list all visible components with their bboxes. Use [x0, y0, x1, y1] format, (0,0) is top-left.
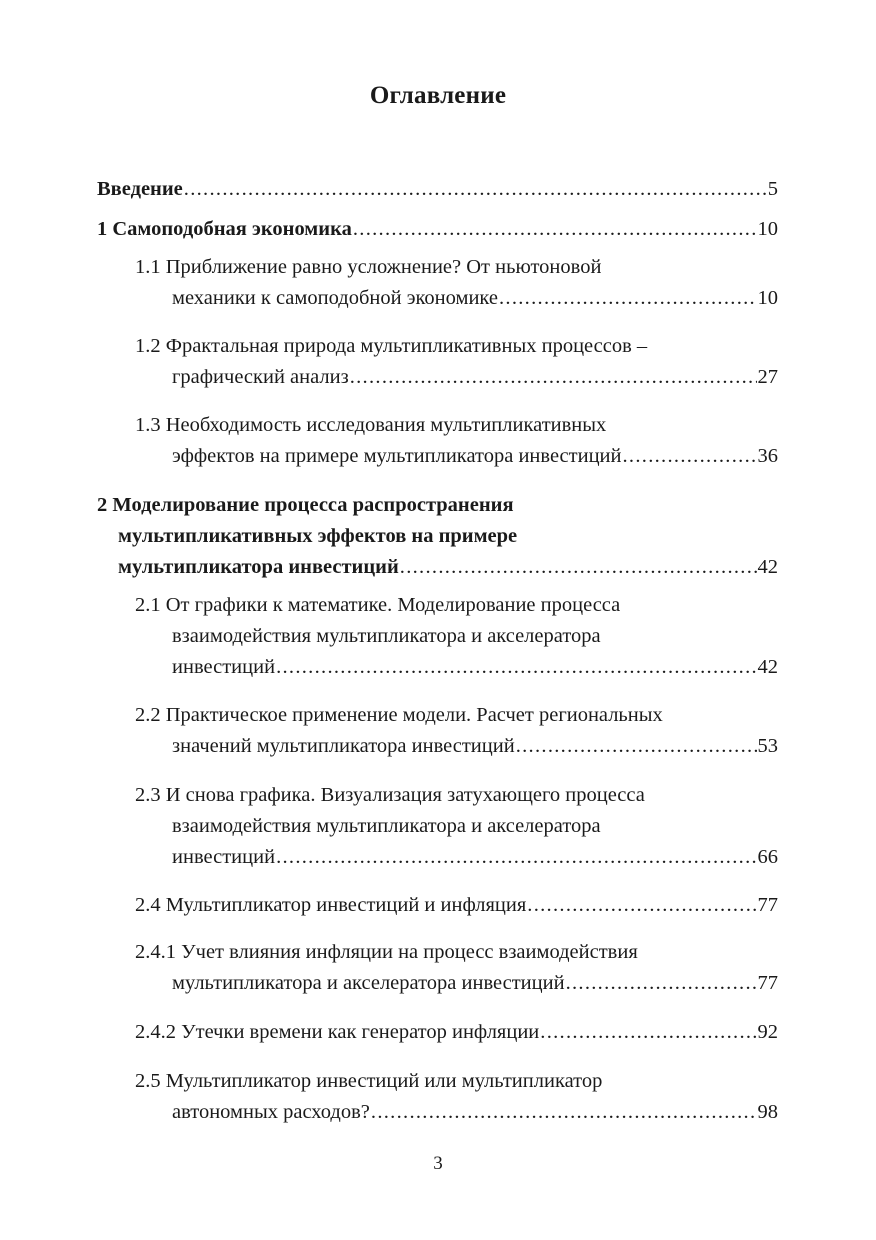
dot-leader: [350, 362, 757, 393]
toc-entry-title-line-3: инвестиций: [172, 656, 276, 678]
toc-page-number: 77: [757, 894, 778, 916]
dot-leader: [566, 968, 757, 999]
toc-page-number: 53: [757, 735, 778, 757]
dot-leader: [371, 1097, 757, 1128]
toc-page-number: 27: [757, 366, 778, 388]
toc-entry-title-line-2: автономных расходов?: [172, 1101, 370, 1123]
toc-entry-title: Введение: [97, 178, 183, 200]
page-number: 3: [433, 1153, 443, 1174]
toc-entry-title-line-2: мультипликативных эффектов на примере: [118, 525, 518, 547]
dot-leader: [353, 214, 757, 245]
toc-entry-title-line-1: 2.1 От графики к математике. Моделирование процесса: [135, 594, 621, 616]
dot-leader: [623, 441, 757, 472]
toc-entry-title-line-1: 2 Моделирование процесса распространения: [97, 494, 514, 516]
toc-page-number: 10: [757, 287, 778, 309]
toc-page-number: 66: [757, 846, 778, 868]
toc-entry-title: 2.4 Мультипликатор инвестиций и инфляция: [135, 894, 527, 916]
toc-entry-title-line-2: графический анализ: [172, 366, 349, 388]
toc-page-number: 92: [757, 1021, 778, 1043]
dot-leader: [499, 283, 757, 314]
dot-leader: [400, 552, 757, 583]
toc-page-number: 10: [757, 218, 778, 240]
toc-page-number: 36: [757, 445, 778, 467]
toc-entry-title-line-3: инвестиций: [172, 846, 276, 868]
toc-entry-title-line-2: мультипликатора и акселератора инвестиций: [172, 972, 565, 994]
dot-leader: [276, 652, 756, 683]
toc-entry-title-line-1: 2.5 Мультипликатор инвестиций или мультипликатор: [135, 1070, 603, 1092]
toc-entry-title-line-1: 2.3 И снова графика. Визуализация затухающего процесса: [135, 784, 645, 806]
toc-page-number: 42: [757, 656, 778, 678]
toc-entry-title-line-1: 2.2 Практическое применение модели. Расчет региональных: [135, 704, 663, 726]
dot-leader: [527, 890, 756, 921]
dot-leader: [184, 174, 767, 205]
toc-entry-title-line-2: механики к самоподобной экономике: [172, 287, 498, 309]
toc-entry-title-line-1: 2.4.1 Учет влияния инфляции на процесс взаимодействия: [135, 941, 638, 963]
toc-entry-title-line-2: взаимодействия мультипликатора и акселератора: [172, 625, 601, 647]
toc-entry-title: 2.4.2 Утечки времени как генератор инфляции: [135, 1021, 540, 1043]
toc-page-number: 42: [757, 556, 778, 578]
toc-page-number: 98: [757, 1101, 778, 1123]
toc-entry-title-line-1: 1.1 Приближение равно усложнение? От ньютоновой: [135, 256, 602, 278]
toc-entry-title-line-3: мультипликатора инвестиций: [118, 556, 399, 578]
toc-entry-title-line-2: значений мультипликатора инвестиций: [172, 735, 515, 757]
toc-page-number: 5: [767, 178, 778, 200]
dot-leader: [516, 731, 757, 762]
toc-entry-title-line-1: 1.3 Необходимость исследования мультипликативных: [135, 414, 607, 436]
toc-page-number: 77: [757, 972, 778, 994]
dot-leader: [276, 842, 756, 873]
toc-entry-title-line-2: эффектов на примере мультипликатора инвестиций: [172, 445, 622, 467]
toc-entry-title-line-2: взаимодействия мультипликатора и акселератора: [172, 815, 601, 837]
toc-entry-title-line-1: 1.2 Фрактальная природа мультипликативных процессов –: [135, 335, 648, 357]
page-title: Оглавление: [369, 82, 507, 109]
dot-leader: [540, 1017, 756, 1048]
toc-entry-title: 1 Самоподобная экономика: [97, 218, 352, 240]
